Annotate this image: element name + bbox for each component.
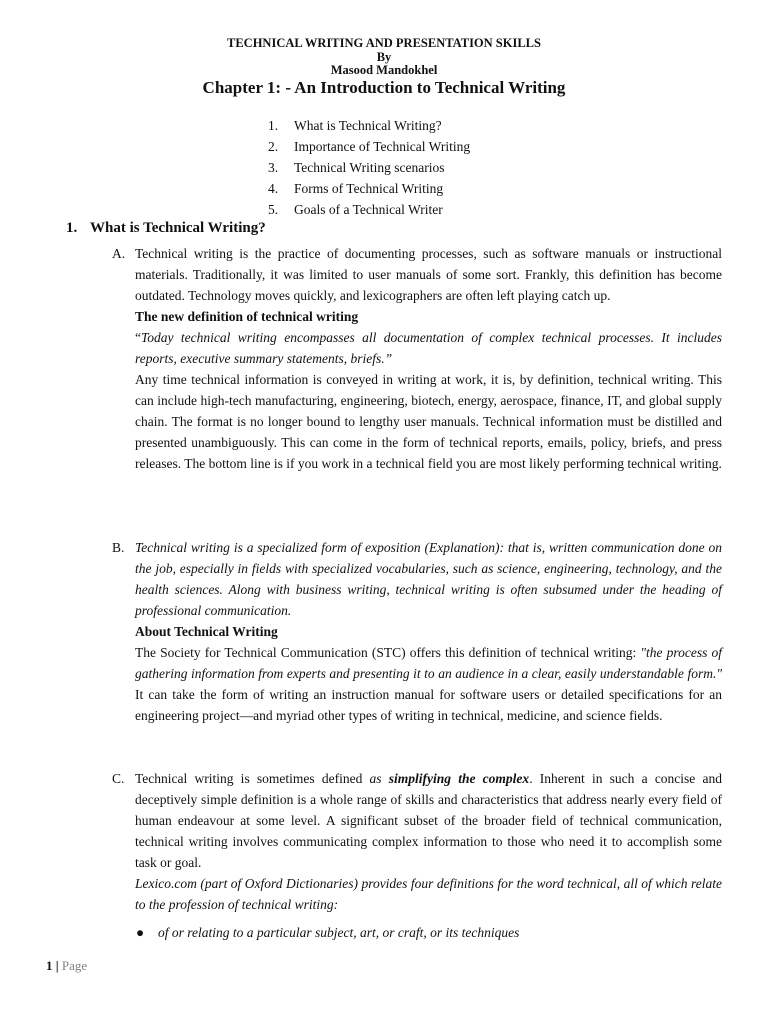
item-b [112,537,724,726]
bullet-icon: ● [136,925,145,940]
paragraph: Technical writing is the practice of documenting processes, such as software manuals or instructional materials. Traditionally, it was limited to user manuals of some sort. Frankly, this definition has become outdated. Technology moves quickly, and lexicographers are often left playing catch up. [135,246,722,303]
paragraph: Any time technical information is conveyed in writing at work, it is, by definition, technical writing. This can include high-tech manufacturing, engineering, biotech, energy, aerospace, finance, IT, and global supply chain. The format is no longer bound to lengthy user manuals. Technical information must be distilled and presented unambiguously. This can come in the form of technical reports, emails, policy, briefs, and press releases. The bottom line is if you work in a technical field you are most likely performing technical writing. [135,372,722,471]
subheading: The new definition of technical writing [135,309,359,324]
author-name: Masood Mandokhel [330,63,438,77]
quote-paragraph: “Today technical writing encompasses all documentation of complex technical processes. It includes reports, executive summary statements, briefs.” [135,330,722,366]
chapter-title: Chapter 1: - An Introduction to Technical Writing [202,78,566,97]
toc-item: 4. Forms of Technical Writing [268,181,444,196]
section-heading: 1. What is Technical Writing? [66,220,266,236]
page-footer: 1 | Page [46,958,88,973]
item-label: B. [112,540,125,555]
paragraph: The Society for Technical Communication (STC) offers this definition of technical writing: "the process of gathering information from experts and presenting it to an audience in a clear, easily understandable form." It can take the form of writing an instruction manual for software users or detailed specifications for an engineering project—and myriad other types of writing in technical, medicine, and science fields. [135,645,722,723]
table-of-contents [268,115,470,220]
subheading: About Technical Writing [135,624,278,639]
item-c [112,768,724,915]
course-title: TECHNICAL WRITING AND PRESENTATION SKILLS [227,36,541,50]
item-label: A. [112,246,126,261]
toc-item: 2. Importance of Technical Writing [268,139,471,154]
byline: By [376,50,392,64]
item-a [112,243,724,474]
toc-item: 5. Goals of a Technical Writer [268,202,443,217]
toc-item: 3. Technical Writing scenarios [268,160,445,175]
item-label: C. [112,771,125,786]
page-word: Page [61,958,88,973]
paragraph: Lexico.com (part of Oxford Dictionaries) provides four definitions for the word technical, all of which relate to the profession of technical writing: [135,876,722,912]
page-number: 1 [46,958,53,973]
toc-item: 1. What is Technical Writing? [268,118,442,133]
list-item: ● of or relating to a particular subject, art, or craft, or its techniques [136,922,519,943]
paragraph: Technical writing is sometimes defined as simplifying the complex. Inherent in such a concise and deceptively simple definition is a whole range of skills and characteristics that address nearly every field of human endeavour at some level. A significant subset of the broader field of technical communication, technical writing involves communicating complex information to those who need it to accomplish some task or goal. [135,771,723,870]
paragraph: Technical writing is a specialized form of exposition (Explanation): that is, written communication done on the job, especially in fields with specialized vocabularies, such as science, engineering, technology, and the health sciences. Along with business writing, technical writing is often subsumed under the heading of professional communication. [135,540,722,618]
